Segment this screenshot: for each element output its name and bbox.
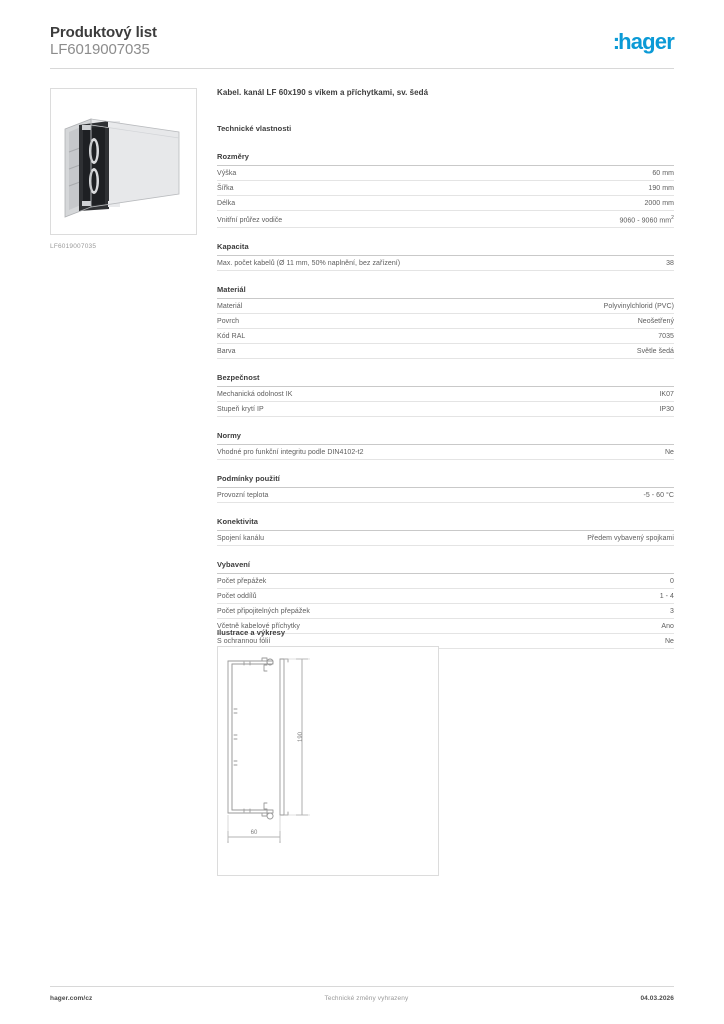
spec-label: Výška xyxy=(217,170,237,177)
spec-value: 9060 - 9060 $mm^2$ xyxy=(619,215,674,225)
spec-value: Polyvinylchlorid (PVC) xyxy=(603,303,674,311)
spec-group xyxy=(217,152,674,228)
spec-row xyxy=(217,211,674,228)
product-name: Kabel. kanál LF 60x190 s víkem a příchytkami, sv. šedá xyxy=(217,88,429,97)
spec-row xyxy=(217,488,674,503)
spec-group xyxy=(217,242,674,271)
spec-label: Povrch xyxy=(217,318,240,326)
spec-label: Počet oddílů xyxy=(217,593,257,601)
spec-row xyxy=(217,196,674,211)
spec-group-title: Rozměry xyxy=(217,152,674,166)
spec-label: Kód RAL xyxy=(217,333,246,341)
spec-value: IK07 xyxy=(659,391,674,399)
spec-value: 0 xyxy=(670,578,674,586)
spec-group xyxy=(217,285,674,359)
footer-date: 04.03.2026 xyxy=(640,995,674,1002)
spec-row xyxy=(217,574,674,589)
spec-row xyxy=(217,604,674,619)
spec-group xyxy=(217,373,674,417)
spec-value: 7035 xyxy=(658,333,674,341)
footer-divider xyxy=(50,986,674,987)
product-photo xyxy=(51,89,196,234)
spec-value: Ne xyxy=(664,638,674,646)
spec-label: S ochrannou fólií xyxy=(217,638,271,646)
spec-label: Vnitřní průřez vodiče xyxy=(217,217,283,225)
spec-row xyxy=(217,445,674,460)
spec-label: Stupeň krytí IP xyxy=(217,406,264,414)
technical-drawing-frame xyxy=(217,646,439,876)
spec-group xyxy=(217,474,674,503)
page-header xyxy=(50,24,674,70)
spec-label: Včetně kabelové příchytky xyxy=(217,623,300,631)
spec-value: Světle šedá xyxy=(636,348,674,356)
spec-value: -5 - 60 °C xyxy=(643,492,674,500)
spec-row xyxy=(217,299,674,314)
dimension-height-label: 190 xyxy=(298,731,304,743)
technical-properties-heading: Technické vlastnosti xyxy=(217,124,292,133)
spec-group-title: Kapacita xyxy=(217,242,674,256)
header-divider xyxy=(50,68,674,69)
footer-notice: Technické změny vyhrazeny xyxy=(324,995,409,1002)
product-image-caption: LF6019007035 xyxy=(50,243,97,250)
spec-value: 60 mm xyxy=(652,170,674,177)
spec-label: Spojení kanálu xyxy=(217,535,265,543)
spec-value: Předem vybavený spojkami xyxy=(587,535,674,543)
drawings-section xyxy=(217,628,674,876)
spec-group-title: Bezpečnost xyxy=(217,373,674,387)
specification-groups xyxy=(217,152,674,649)
cross-section-drawing xyxy=(218,647,439,876)
spec-label: Počet připojitelných přepážek xyxy=(217,608,310,616)
spec-value: 2000 mm xyxy=(644,200,674,207)
page-footer xyxy=(50,995,674,1002)
footer-website[interactable]: hager.com/cz xyxy=(50,995,93,1002)
spec-row xyxy=(217,344,674,359)
spec-group-title: Vybavení xyxy=(217,560,674,574)
logo-colon-icon: : xyxy=(612,29,619,54)
spec-group xyxy=(217,431,674,460)
spec-group-title: Materiál xyxy=(217,285,674,299)
spec-row xyxy=(217,387,674,402)
spec-label: Max. počet kabelů (Ø 11 mm, 50% naplnění, bez zařízení) xyxy=(217,260,401,268)
spec-label: Vhodné pro funkční integritu podle DIN4102-t2 xyxy=(217,449,364,457)
spec-label: Šířka xyxy=(217,185,234,192)
spec-value: 38 xyxy=(666,260,674,268)
spec-row xyxy=(217,256,674,271)
spec-group-title: Podmínky použití xyxy=(217,474,674,488)
spec-label: Provozní teplota xyxy=(217,492,269,500)
spec-value: 1 - 4 xyxy=(659,593,674,601)
spec-label: Počet přepážek xyxy=(217,578,267,586)
spec-row xyxy=(217,181,674,196)
drawings-title: Ilustrace a výkresy xyxy=(217,628,286,637)
spec-row xyxy=(217,402,674,417)
product-reference: LF6019007035 xyxy=(50,41,150,58)
spec-row xyxy=(217,329,674,344)
spec-row xyxy=(217,531,674,546)
logo-wordmark: hager xyxy=(618,29,674,54)
spec-value: Neošetřený xyxy=(637,318,674,326)
spec-value: 190 mm xyxy=(648,185,674,192)
spec-label: Barva xyxy=(217,348,236,356)
spec-label: Délka xyxy=(217,200,236,207)
spec-group xyxy=(217,517,674,546)
spec-value: Ano xyxy=(661,623,674,631)
dimension-width-label: 60 xyxy=(250,830,258,836)
hager-logo xyxy=(613,30,674,54)
spec-row xyxy=(217,314,674,329)
product-image-frame xyxy=(50,88,197,235)
spec-label: Mechanická odolnost IK xyxy=(217,391,293,399)
spec-group-title: Konektivita xyxy=(217,517,674,531)
specifications-column xyxy=(217,88,674,663)
page-title: Produktový list xyxy=(50,24,157,41)
spec-group-title: Normy xyxy=(217,431,674,445)
spec-label: Materiál xyxy=(217,303,243,311)
product-image-column xyxy=(50,88,197,250)
spec-value: Ne xyxy=(664,449,674,457)
spec-value: IP30 xyxy=(659,406,674,414)
spec-row xyxy=(217,589,674,604)
spec-row xyxy=(217,166,674,181)
spec-value: 3 xyxy=(670,608,674,616)
